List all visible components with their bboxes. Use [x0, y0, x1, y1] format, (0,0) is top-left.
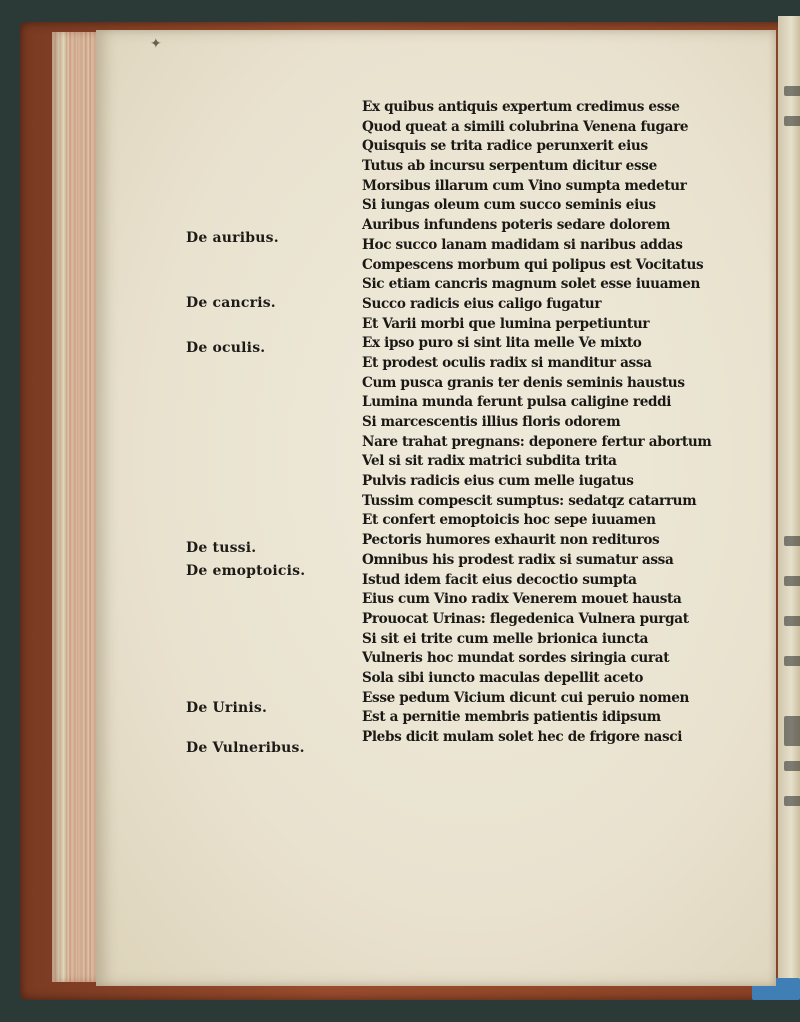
verse-line: Si marcescentis illius floris odorem — [362, 414, 621, 430]
page-mark: ✦ — [150, 36, 162, 52]
main-text — [362, 98, 762, 748]
verse-line: Sola sibi iuncto maculas depellit aceto — [362, 669, 644, 686]
verse-line: Morsibus illarum cum Vino sumpta medetur — [362, 177, 687, 194]
verse-line: Ex quibus antiquis expertum credimus esse — [362, 99, 680, 115]
margin-note: De Urinis. — [186, 700, 268, 716]
verse-line: Istud idem facit eius decoctio sumpta — [362, 571, 637, 588]
verse-line: Cum pusca granis ter denis seminis haustus — [362, 374, 685, 391]
verse-line: Tutus ab incursu serpentum dicitur esse — [362, 158, 657, 175]
verse-line: Plebs dicit mulam solet hec de frigore nasci — [362, 729, 683, 745]
margin-note: De auribus. — [186, 230, 279, 246]
verse-line: Vel si sit radix matrici subdita trita — [362, 453, 617, 470]
verse-line: Succo radicis eius caligo fugatur — [362, 295, 602, 312]
verse-line: Compescens morbum qui polipus est Vocitatus — [362, 256, 704, 273]
next-page-edge — [778, 16, 800, 996]
verse-line: Si iungas oleum cum succo seminis eius — [362, 197, 656, 214]
verse-line: Quisquis se trita radice perunxerit eius — [362, 138, 648, 155]
verse-line: Omnibus his prodest radix si sumatur assa — [362, 551, 674, 568]
verse-line: Esse pedum Vicium dicunt cui peruio nomen — [362, 689, 690, 706]
margin-note: De cancris. — [186, 295, 276, 311]
verse-line: Ex ipso puro si sint lita melle Ve mixto — [362, 335, 642, 352]
verse-line: Sic etiam cancris magnum solet esse iuuamen — [362, 276, 701, 293]
verse-line: Est a pernitie membris patientis idipsum — [362, 709, 661, 726]
margin-note: De Vulneribus. — [186, 740, 305, 756]
verse-line: Hoc succo lanam madidam si naribus addas — [362, 236, 683, 253]
verse-line: Tussim compescit sumptus: sedatqz catarrum — [362, 492, 697, 509]
verse-line: Eius cum Vino radix Venerem mouet hausta — [362, 591, 682, 608]
verse-line: Nare trahat pregnans: deponere fertur abortum — [362, 433, 712, 450]
verse-line: Prouocat Urinas: flegedenica Vulnera purgat — [362, 610, 689, 627]
verse-line: Et prodest oculis radix si manditur assa — [362, 354, 652, 371]
verse-line: Auribus infundens poteris sedare dolorem — [362, 217, 670, 234]
verse-line: Lumina munda ferunt pulsa caligine reddi — [362, 394, 672, 411]
verse-line: Quod queat a simili colubrina Venena fugare — [362, 118, 689, 135]
margin-note: De oculis. — [186, 340, 266, 356]
verse-line: Pectoris humores exhaurit non redituros — [362, 532, 660, 549]
verse-line: Si sit ei trite cum melle brionica iuncta — [362, 630, 649, 647]
verse-line: Et Varii morbi que lumina perpetiuntur — [362, 315, 650, 332]
verse-line: Vulneris hoc mundat sordes siringia curat — [362, 650, 670, 667]
verse-line: Et confert emoptoicis hoc sepe iuuamen — [362, 512, 656, 529]
margin-note: De tussi. — [186, 540, 257, 556]
verse-line: Pulvis radicis eius cum melle iugatus — [362, 473, 634, 490]
margin-note: De emoptoicis. — [186, 563, 306, 579]
